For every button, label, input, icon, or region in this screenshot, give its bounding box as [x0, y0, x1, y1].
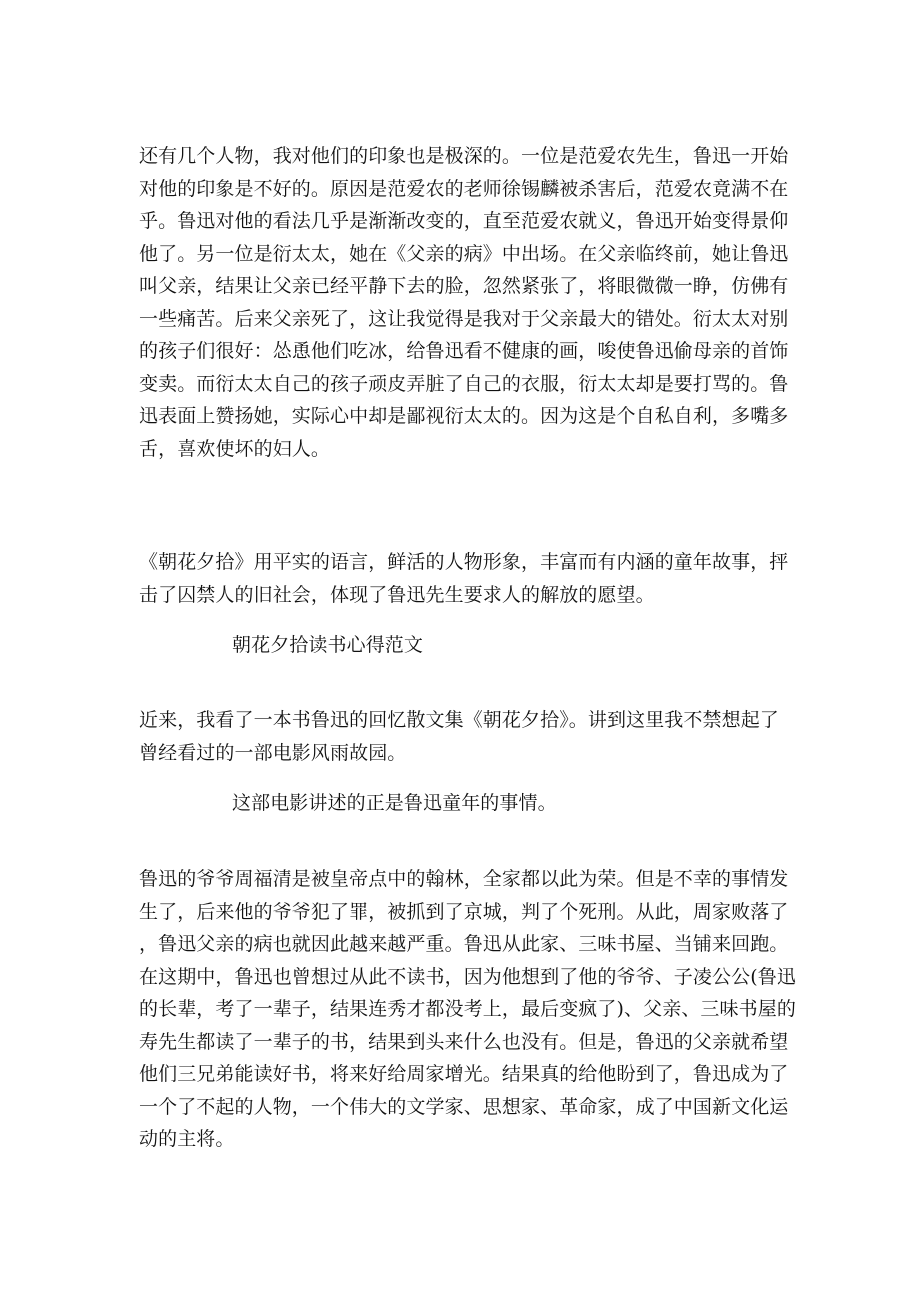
text-line: 叫父亲，结果让父亲已经平静下去的脸，忽然紧张了，将眼微微一睁，仿佛有 — [139, 275, 789, 297]
text-line: 这部电影讲述的正是鲁迅童年的事情。 — [232, 792, 557, 814]
paragraph-characters — [139, 140, 789, 465]
text-line: 的孩子们很好：怂恿他们吃冰，给鲁迅看不健康的画，唆使鲁迅偷母亲的首饰 — [139, 340, 789, 362]
text-line: 寿先生都读了一辈子的书，结果到头来什么也没有。但是，鲁迅的父亲就希望 — [139, 1030, 789, 1053]
text-line: 在这期中，鲁迅也曾想过从此不读书，因为他想到了他的爷爷、子凌公公(鲁迅 — [139, 965, 796, 988]
text-line: 生了，后来他的爷爷犯了罪，被抓到了京城，判了个死刑。从此，周家败落了 — [139, 900, 789, 923]
paragraph-movie — [232, 787, 872, 820]
section-title-text: 朝花夕拾读书心得范文 — [232, 634, 424, 656]
text-line: 还有几个人物，我对他们的印象也是极深的。一位是范爱农先生，鲁迅一开始 — [139, 145, 789, 167]
text-line: 他们三兄弟能读好书，将来好给周家增光。结果真的给他盼到了，鲁迅成为了 — [139, 1063, 789, 1085]
text-line: 动的主将。 — [139, 1128, 235, 1150]
text-line: 变卖。而衍太太自己的孩子顽皮弄脏了自己的衣服，衍太太却是要打骂的。鲁 — [139, 372, 789, 395]
section-title — [232, 629, 872, 662]
text-line: ，鲁迅父亲的病也就因此越来越严重。鲁迅从此家、三味书屋、当铺来回跑。 — [139, 933, 789, 955]
text-line: 击了囚禁人的旧社会，体现了鲁迅先生要求人的解放的愿望。 — [139, 583, 655, 606]
text-line: 迅表面上赞扬她，实际心中却是鄙视衍太太的。因为这是个自私自利，多嘴多 — [139, 405, 789, 427]
text-line: 他了。另一位是衍太太，她在《父亲的病》中出场。在父亲临终前，她让鲁迅 — [139, 242, 789, 265]
text-line: 鲁迅的爷爷周福清是被皇帝点中的翰林，全家都以此为荣。但是不幸的事情发 — [139, 868, 789, 890]
paragraph-family-story — [139, 863, 796, 1156]
text-line: 对他的印象是不好的。原因是范爱农的老师徐锡麟被杀害后，范爱农竟满不在 — [139, 177, 789, 200]
text-line: 乎。鲁迅对他的看法几乎是渐渐改变的，直至范爱农就义，鲁迅开始变得景仰 — [139, 210, 789, 232]
text-line: 一些痛苦。后来父亲死了，这让我觉得是我对于父亲最大的错处。衍太太对别 — [139, 307, 789, 330]
text-line: 舌，喜欢使坏的妇人。 — [139, 437, 331, 460]
text-line: 近来，我看了一本书鲁迅的回忆散文集《朝花夕拾》。讲到这里我不禁想起了 — [139, 709, 779, 731]
paragraph-intro — [139, 704, 779, 769]
text-line: 《朝花夕拾》用平实的语言，鲜活的人物形象，丰富而有内涵的童年故事，抨 — [139, 551, 789, 573]
text-line: 一个了不起的人物，一个伟大的文学家、思想家、革命家，成了中国新文化运 — [139, 1095, 789, 1118]
text-line: 曾经看过的一部电影风雨故园。 — [139, 741, 407, 764]
text-line: 的长辈，考了一辈子，结果连秀才都没考上，最后变疯了)、父亲、三味书屋的 — [139, 998, 796, 1020]
paragraph-summary — [139, 546, 789, 611]
